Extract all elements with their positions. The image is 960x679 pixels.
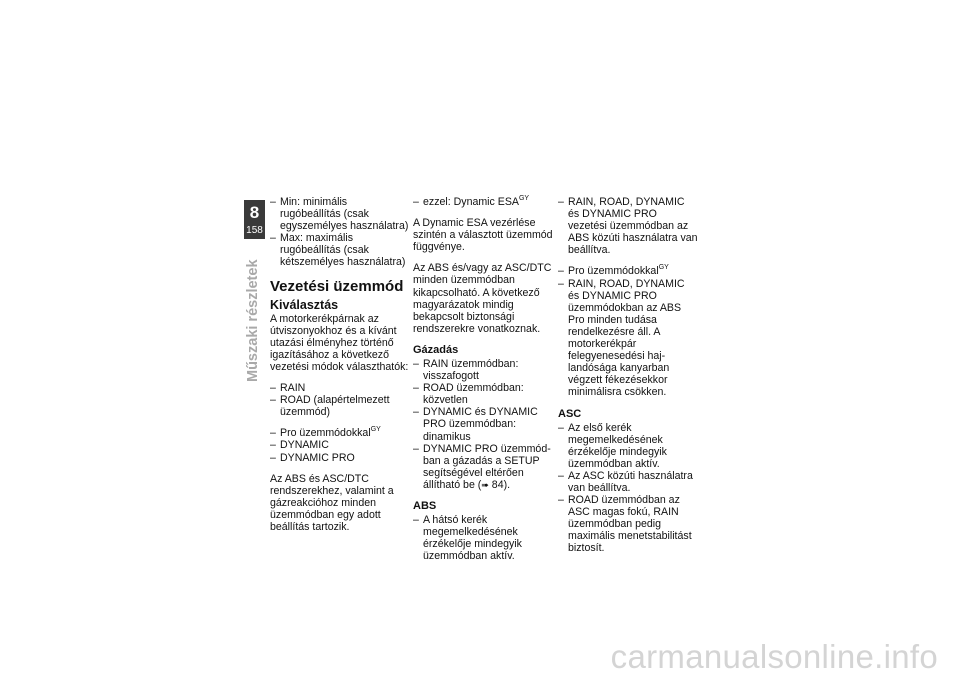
spring-settings-list — [270, 196, 410, 269]
list-item: – RAIN — [270, 382, 410, 394]
list-item-text: Pro üzemmódokkal — [280, 427, 371, 440]
abs-road-list — [558, 196, 698, 256]
pro-modes-list — [270, 427, 410, 463]
column-2 — [413, 196, 553, 571]
list-item: – DYNAMIC PRO — [270, 452, 410, 464]
list-item: – ROAD üzemmódban: közvetlen — [413, 382, 553, 406]
abs-pro-list — [558, 265, 698, 398]
esa-list — [413, 196, 553, 208]
asc-list — [558, 422, 698, 555]
list-item-text: Pro üzemmódokkal — [568, 265, 659, 278]
paragraph: A Dynamic ESA vezérlése szintén a választott üzemmód függvénye. — [413, 217, 553, 254]
page-number: 158 — [246, 225, 263, 236]
list-item: – DYNAMIC — [270, 439, 410, 451]
subheading-abs: ABS — [413, 499, 437, 512]
list-item — [558, 265, 698, 277]
riding-modes-list — [270, 382, 410, 418]
abs-list — [413, 514, 553, 562]
subheading-asc: ASC — [558, 407, 582, 420]
list-item: – A hátsó kerék megemelkedésének érzékelője mindegyik üzemmódban aktív. — [413, 514, 553, 562]
subsection-heading: Kiválasztás — [270, 297, 339, 312]
list-item-text: DYNAMIC PRO üzemmódban a gázadás a SETUP segítségével eltérően állítható be ( — [423, 442, 551, 491]
list-item: – Az ASC közúti használatra van beállítva. — [558, 470, 698, 494]
list-item — [413, 443, 553, 491]
list-item: – ROAD üzemmódban az ASC magas fokú, RAIN üzemmódban pedig maximális menetstabilitást biztosít. — [558, 494, 698, 554]
paragraph: A motorkerékpárnak az útviszonyokhoz és a kívánt utazási élményhez történő igazításához a következő vezetési módok választhatók: — [270, 312, 409, 373]
section-heading: Vezetési üzemmód — [270, 277, 404, 295]
section-title-vertical: Műszaki részletek — [245, 259, 261, 382]
list-item: – Az első kerék megemelkedésének érzékelője mindegyik üzemmódban aktív. — [558, 422, 698, 470]
option-marker: GY — [518, 195, 530, 202]
chapter-tab — [244, 200, 265, 239]
list-item: – Min: minimális rugóbeállítás (csak egyszemélyes használatra) — [270, 196, 410, 232]
list-item: – RAIN üzemmódban: visszafogott — [413, 358, 553, 382]
list-item: – DYNAMIC és DYNAMIC PRO üzemmódban: dinamikus — [413, 406, 553, 442]
list-item — [270, 427, 410, 439]
option-marker: GY — [370, 426, 381, 434]
column-3 — [558, 196, 698, 564]
throttle-list — [413, 358, 553, 491]
paragraph: Az ABS és ASC/DTC rendszerekhez, valamint a gázreakcióhoz minden üzemmódban egy adott beállítás tartozik. — [270, 472, 394, 533]
page-reference: 84). — [488, 478, 511, 491]
list-item-text: ezzel: Dynamic ESA — [423, 196, 519, 208]
list-item: – RAIN, ROAD, DYNAMIC és DYNAMIC PRO vezetési üzemmódban az ABS közúti használatra van beállítva. — [558, 196, 698, 256]
subheading-gazadas: Gázadás — [413, 343, 459, 356]
option-marker: GY — [658, 264, 669, 272]
list-item: – Max: maximális rugóbeállítás (csak kétszemélyes használatra) — [270, 232, 410, 268]
list-item: – RAIN, ROAD, DYNAMIC és DYNAMIC PRO üzemmódokban az ABS Pro minden tudása rendelkezésre áll. A motorkerékpár felegyenesedési hajlandósága kanyarban végzett fékezésekkor minimálisra csökken. — [558, 278, 698, 399]
page-reference-arrow-icon: ➠ — [481, 479, 489, 490]
list-item: – ROAD (alapértelmezett üzemmód) — [270, 394, 410, 418]
column-1 — [270, 196, 410, 542]
paragraph: Az ABS és/vagy az ASC/DTC minden üzemmódban kikapcsolható. A következő magyarázatok mindig bekapcsolt biztonsági rendszerekre vonatkoznak. — [413, 262, 552, 335]
list-item — [413, 196, 553, 208]
chapter-number: 8 — [249, 203, 260, 222]
watermark: carmanualsonline.info — [610, 638, 938, 675]
